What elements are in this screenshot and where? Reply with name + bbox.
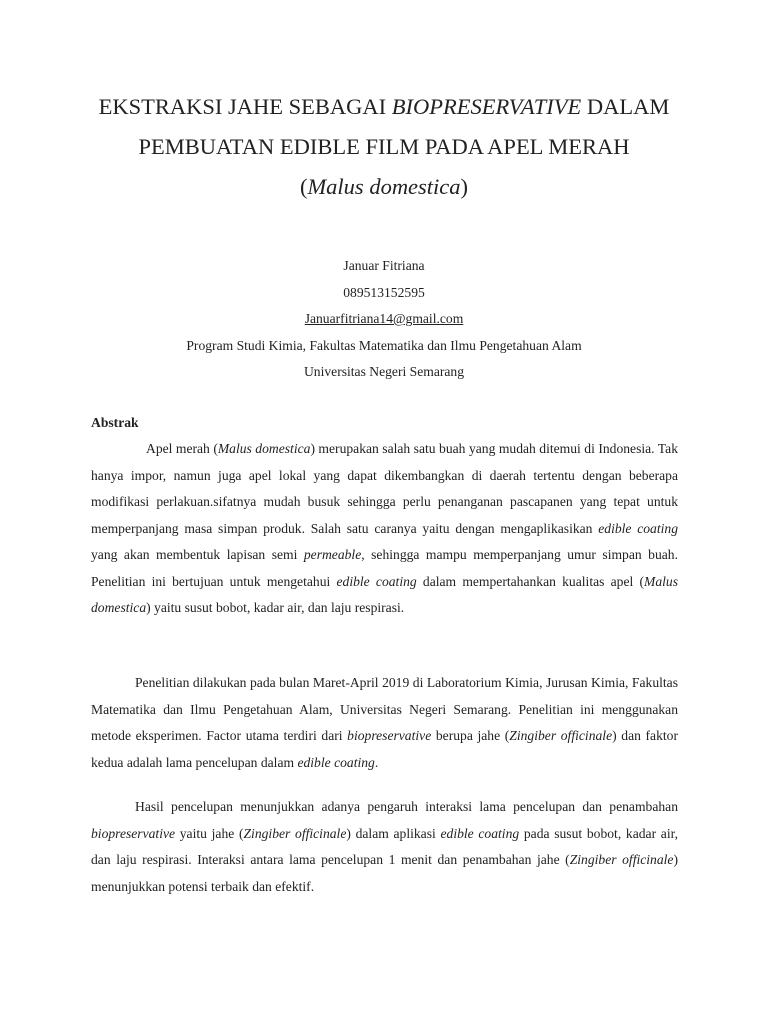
author-name: Januar Fitriana xyxy=(343,258,425,273)
title-species: Malus domestica xyxy=(307,174,461,199)
paper-title xyxy=(60,87,708,207)
author-phone: 089513152595 xyxy=(343,284,425,300)
author-program: Program Studi Kimia, Fakultas Matematika dan Ilmu Pengetahuan Alam xyxy=(186,337,582,353)
author-university: Universitas Negeri Semarang xyxy=(303,364,465,379)
title-paren-close: ) xyxy=(460,174,469,199)
abstract-paragraph-2: Penelitian dilakukan pada bulan Maret-April 2019 di Laboratorium Kimia, Jurusan Kimia, Fakultas Matematika dan Ilmu Pengetahuan Alam, Universitas Negeri Semarang. Penelitian ini menggunakan metode eksperimen. Factor utama terdiri dari biopreservative berupa jahe (Zingiber officinale) dan faktor kedua adalah lama pencelupan dalam edible coating. xyxy=(91,675,678,770)
abstract-paragraph-3: Hasil pencelupan menunjukkan adanya pengaruh interaksi lama pencelupan dan penambahan biopreservative yaitu jahe (Zingiber officinale) dalam aplikasi edible coating pada susut bobot, kadar air, dan laju respirasi. Interaksi antara lama pencelupan 1 menit dan penambahan jahe (Zingiber officinale) menunjukkan potensi terbaik dan efektif. xyxy=(91,799,678,894)
abstract-heading: Abstrak xyxy=(91,415,139,430)
title-paren-open: ( xyxy=(299,174,308,199)
title-text-1: EKSTRAKSI JAHE SEBAGAI xyxy=(98,94,392,119)
title-text-italic: BIOPRESERVATIVE xyxy=(391,94,582,119)
abstract-paragraph-1: Apel merah (Malus domestica) merupakan salah satu buah yang mudah ditemui di Indonesia. Tak hanya impor, namun juga apel lokal yang dapat dikembangkan di daerah tertentu dengan beberapa modifikasi perlakuan.sifatnya mudah busuk sehingga perlu penanganan pascapanen yang tepat untuk memperpanjang masa simpan produk. Salah satu caranya yaitu dengan mengaplikasikan edible coating yang akan membentuk lapisan semi permeable, sehingga mampu memperpanjang umur simpan buah. Penelitian ini bertujuan untuk mengetahui edible coating dalam mempertahankan kualitas apel (Malus domestica) yaitu susut bobot, kadar air, dan laju respirasi. xyxy=(91,441,679,615)
author-block xyxy=(60,253,708,386)
title-text-2: DALAM PEMBUATAN EDIBLE FILM PADA APEL MERAH xyxy=(138,94,670,159)
author-email-link[interactable]: Januarfitriana14@gmail.com xyxy=(304,311,464,326)
